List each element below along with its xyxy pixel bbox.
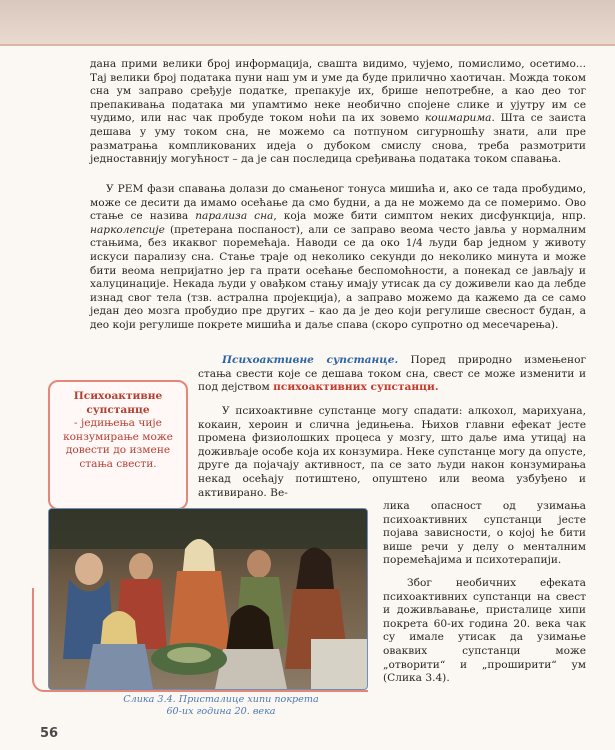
caption-line-2: 60-их година 20. века [166,706,276,717]
hippie-photo [48,508,368,690]
term-narcolepsy: нарколепсије [90,223,165,236]
header-divider [0,44,615,46]
caption-line-1: Слика 3.4. Присталице хипи покрета [123,694,319,705]
page-number: 56 [40,726,59,741]
paragraph-psychoactive-intro: Психоактивне супстанце. Поред природно измењеног стања свести које се дешава током сна, свест се може изменити и под дејством психоактивних супстанци. [198,354,587,394]
term-sleep-paralysis: парализа сна [195,210,274,223]
paragraph-hippie: Због необичних ефеката психоактивних супстанци на свест и доживљавање, присталице хипи покрета 60-их година 20. века чак су имале утисак да узимање оваквих супстанци може „отворити“ и „проширити“ ум (Слика 3.4). [383,577,586,685]
paragraph-dreams: дана прими велики број информација, свашта видимо, чујемо, помислимо, осетимо... Тај велики број података пуни наш ум и уме да буде прилично хаотичан. Можда током сна ум заправо сређује податке, препакује их, брише непотребне, а као део тог препакивања података ми упамтимо неке необично спојене слике и ујутру им се чудимо, или нас чак пробуде током ноћи па их зовемо кошмарима. Шта се заиста дешава у уму током сна, не можемо са потпуном сигурношћу знати, али пре разматрања компликованих идеја о дубоком смислу снова, треба размотрити једноставнију могућност – да је сан последица сређивања података током спавања. [90,58,587,166]
header-band [0,0,615,44]
definition-box [48,380,188,510]
term-nightmares: кошмарима [424,112,492,125]
figure-caption [96,694,346,718]
paragraph-psychoactive-effects: У психоактивне супстанце могу спадати: алкохол, марихуана, кокаин, хероин и слична једињења. Њихов главни ефекат јесте промена физиолошких процеса у мозгу, што даље има утицај на доживљаје особе која их конзумира. Неке супстанце могу да опусте, друге да појачају активност, па се зато људи након конзумирања некад осећају потиштено, опуштено или веома узбуђено и активирано. Ве- [198,405,586,499]
paragraph-sleep-paralysis: У РЕМ фази спавања долази до смањеног тонуса мишића и, ако се тада пробудимо, може се десити да имамо осећање да смо будни, а да не можемо да се померимо. Ово стање се назива парализа сна, која може бити симптом неких дисфункција, нпр. нарколепсије (претерана поспаност), али се заправо веома често јавља у нормалним стањима, без икаквог поремећаја. Наводи се да око 1/4 људи бар једном у животу искуси парализу сна. Стање траје од неколико секунди до неколико минута и може бити веома непријатно јер га прати осећање беспомоћности, а понекад се јављају и халуцинације. Некада људи у овађком стању имају утисак да су доживели као да лебде изнад свог тела (тзв. астрална пројекција), а заправо можемо да кажемо да се само један део мозга пробудио пре других – као да је део који регулише свесност будан, а део који регулише покрете мишића и даље спава (скоро супротно од месечарења). [90,183,586,331]
paragraph-addiction: лика опасност од узимања психоактивних супстанци јесте појава зависности, о којој ће бити више речи у делу о менталним поремећајима и психотерапији. [383,500,586,567]
definition-title: Психоактивне супстанце [73,390,163,416]
highlight-psychoactive: психоактивних супстанци. [273,381,439,394]
section-heading: Психоактивне супстанце. [222,354,399,366]
definition-text: - једињења чије конзумирање може довести до измене стања свести. [63,417,173,470]
